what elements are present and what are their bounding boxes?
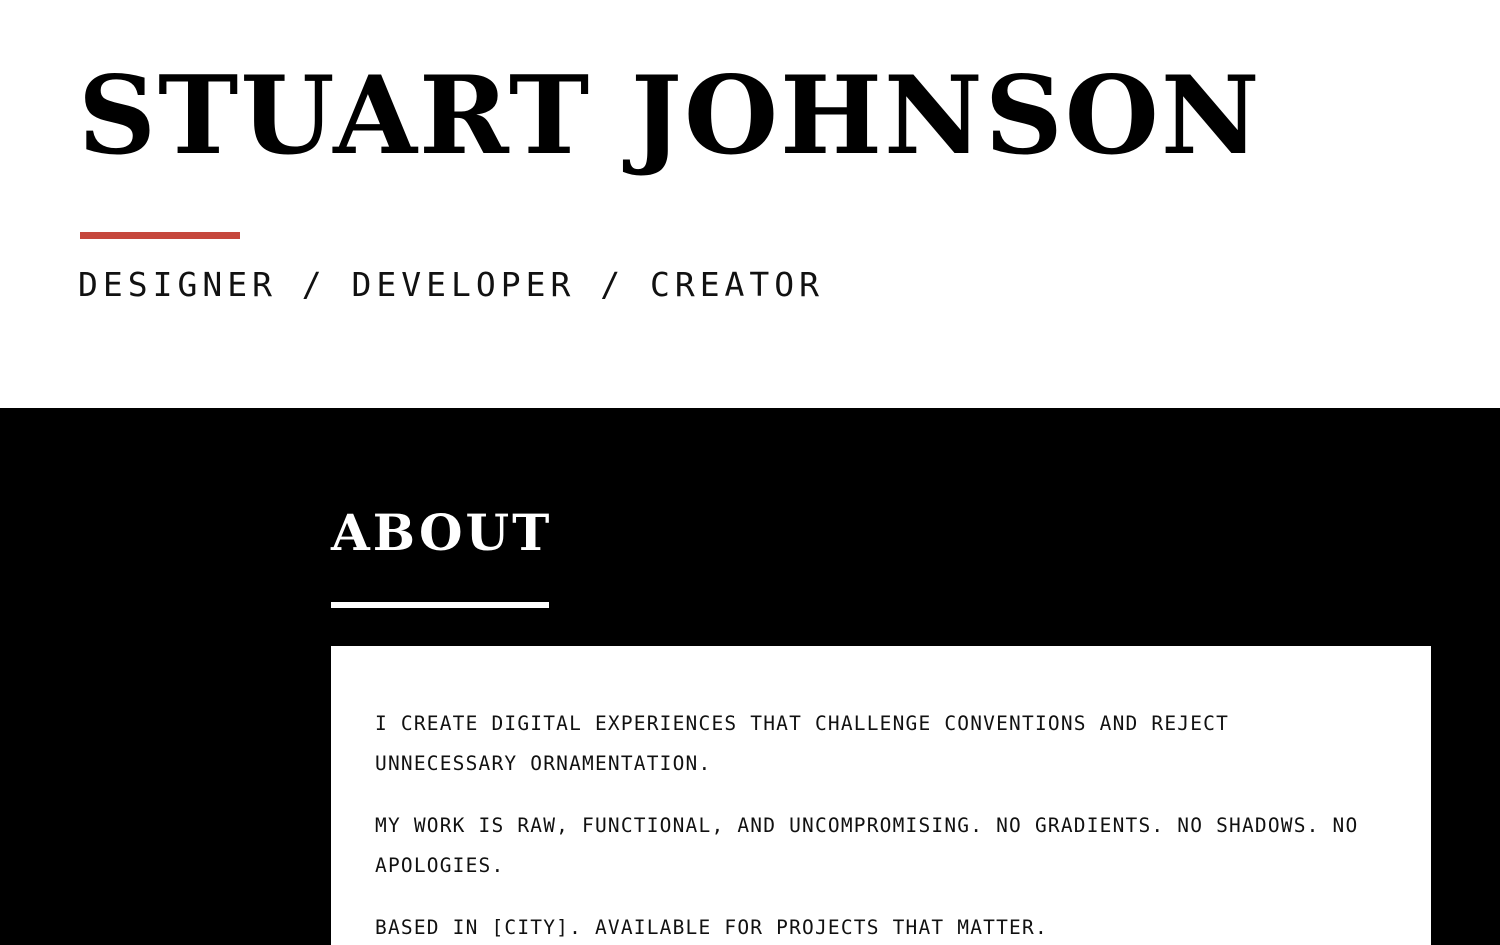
about-paragraph: MY WORK IS RAW, FUNCTIONAL, AND UNCOMPROMISING. NO GRADIENTS. NO SHADOWS. NO APOLOGIES. <box>375 814 1359 877</box>
about-section <box>0 408 1500 945</box>
about-paragraph: I CREATE DIGITAL EXPERIENCES THAT CHALLENGE CONVENTIONS AND REJECT UNNECESSARY ORNAMENTATION. <box>375 712 1230 775</box>
hero-section <box>0 0 1500 408</box>
hero-tagline: DESIGNER / DEVELOPER / CREATOR <box>78 265 825 304</box>
page-title: STUART JOHNSON <box>78 53 1262 179</box>
about-heading: ABOUT <box>331 503 553 562</box>
about-content <box>0 408 1500 945</box>
about-divider <box>331 602 549 608</box>
about-paragraph: BASED IN [CITY]. AVAILABLE FOR PROJECTS THAT MATTER. <box>375 916 1048 939</box>
accent-divider <box>80 232 240 239</box>
about-card <box>331 646 1431 945</box>
